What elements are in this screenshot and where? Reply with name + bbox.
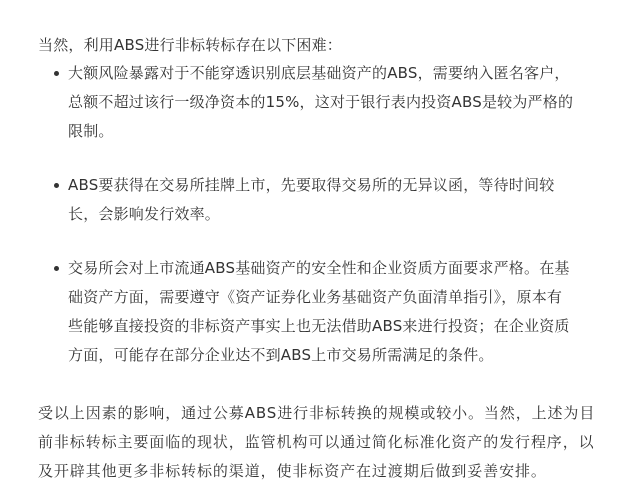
list-item-text-line: 长，会影响发行效率。 bbox=[68, 205, 221, 223]
list-item bbox=[68, 171, 578, 229]
conclusion-text-line: 受以上因素的影响，通过公募ABS进行非标转换的规模或较小。当然，上述为目 bbox=[38, 404, 596, 422]
list-item-text-line: 础资产方面，需要遵守《资产证券化业务基础资产负面清单指引》，原本有 bbox=[68, 288, 563, 306]
list-item-text-line: 限制。 bbox=[68, 122, 114, 140]
list-item bbox=[68, 254, 578, 370]
bullet-icon bbox=[54, 183, 59, 188]
list-item-text-line: 大额风险暴露对于不能穿透识别底层基础资产的ABS，需要纳入匿名客户， bbox=[68, 64, 570, 82]
intro-paragraph: 当然，利用ABS进行非标转标存在以下困难： bbox=[38, 36, 343, 54]
conclusion-paragraph bbox=[38, 399, 618, 486]
list-item-text-line: ABS要获得在交易所挂牌上市，先要取得交易所的无异议函，等待时间较 bbox=[68, 176, 555, 194]
list-item-text-line: 总额不超过该行一级净资本的15%，这对于银行表内投资ABS是较为严格的 bbox=[68, 93, 574, 111]
conclusion-text-line: 前非标转标主要面临的现状，监管机构可以通过简化标准化资产的发行程序，以 bbox=[38, 433, 595, 451]
bullet-icon bbox=[54, 71, 59, 76]
bullet-icon bbox=[54, 266, 59, 271]
conclusion-text-line: 及开辟其他更多非标转标的渠道，使非标资产在过渡期后做到妥善安排。 bbox=[38, 462, 547, 480]
list-item-text-line: 些能够直接投资的非标资产事实上也无法借助ABS来进行投资；在企业资质 bbox=[68, 317, 570, 335]
list-item-text-line: 方面，可能存在部分企业达不到ABS上市交易所需满足的条件。 bbox=[68, 346, 494, 364]
list-item bbox=[68, 59, 578, 146]
list-item-text-line: 交易所会对上市流通ABS基础资产的安全性和企业资质方面要求严格。在基 bbox=[68, 259, 570, 277]
